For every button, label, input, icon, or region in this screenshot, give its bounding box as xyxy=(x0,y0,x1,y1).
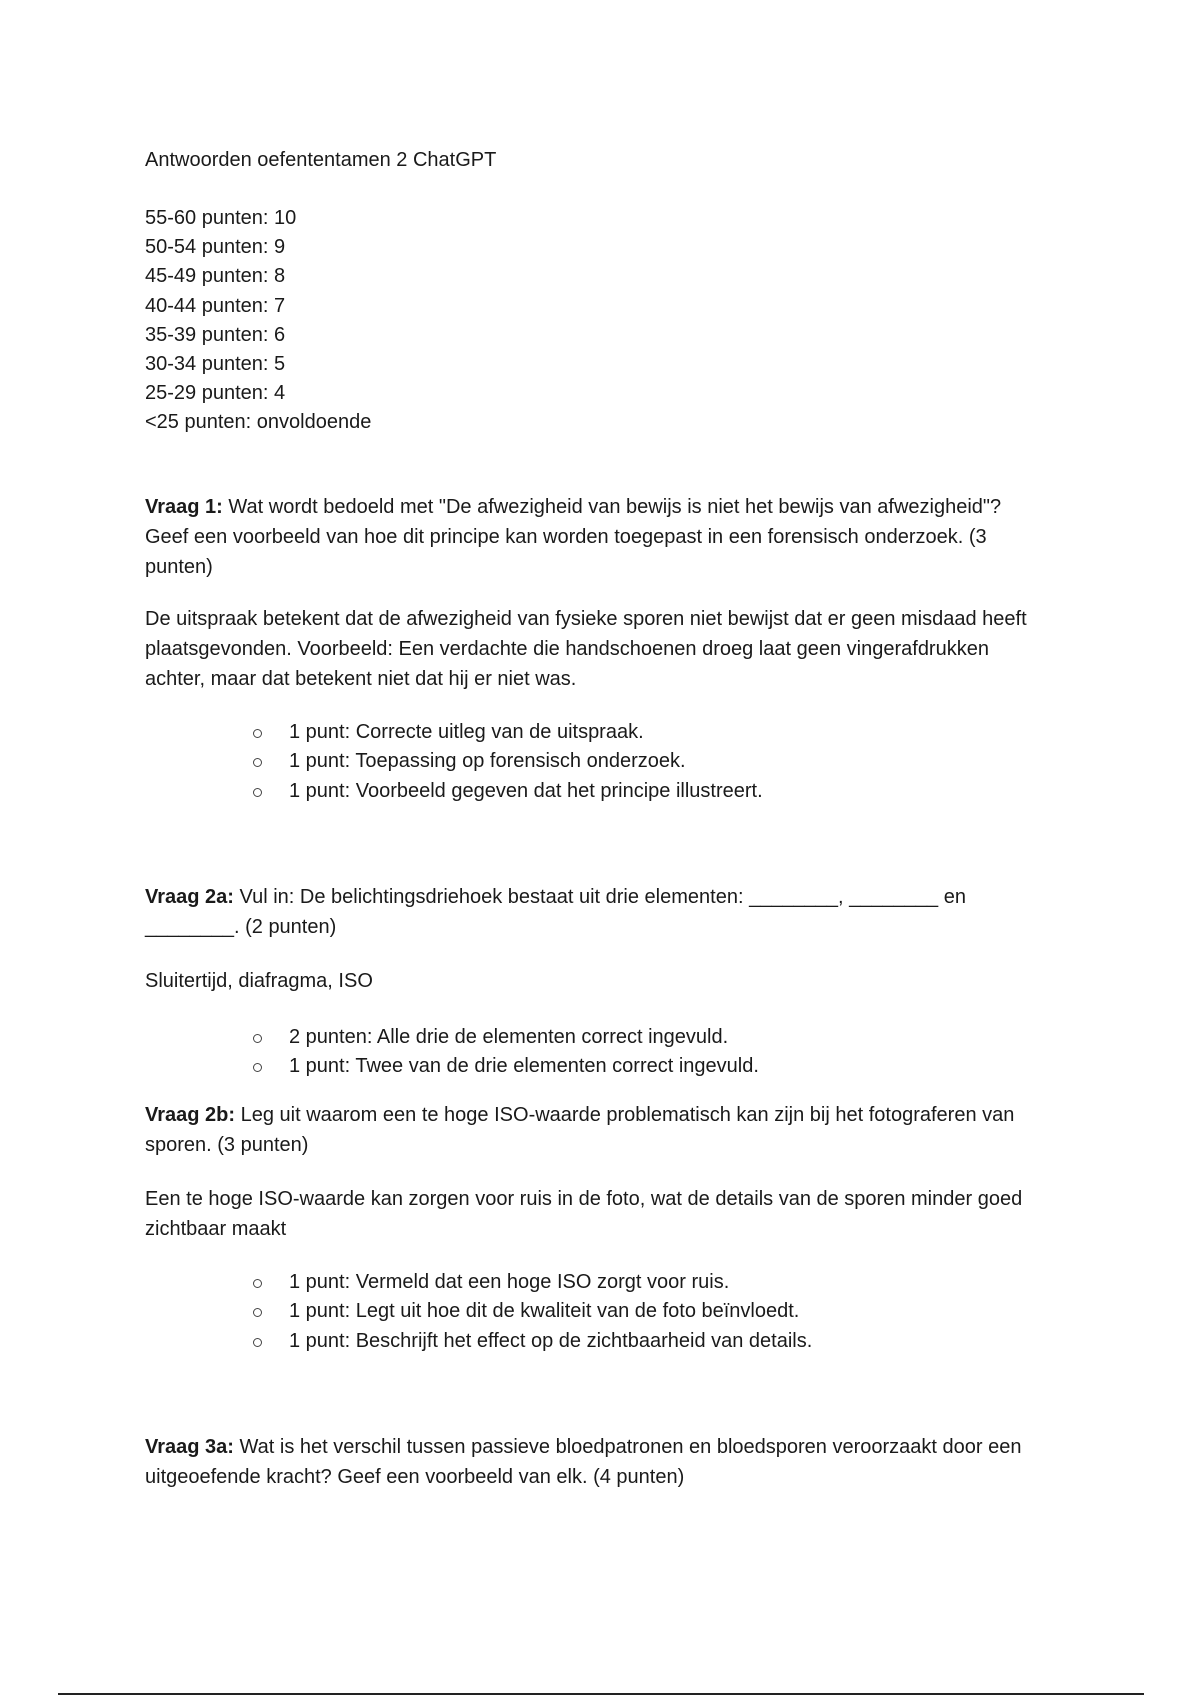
circle-bullet-icon xyxy=(253,1338,262,1347)
rubric-item: 1 punt: Beschrijft het effect op de zichtbaarheid van details. xyxy=(253,1327,812,1356)
question-label: Vraag 1: xyxy=(145,496,223,518)
circle-bullet-icon xyxy=(253,1063,262,1072)
question-2b xyxy=(145,1100,1045,1160)
grade-line: 50-54 punten: 9 xyxy=(145,236,286,259)
question-text: Wat wordt bedoeld met "De afwezigheid van bewijs is niet het bewijs van afwezigheid"? Geef een voorbeeld van hoe dit principe kan worden toegepast in een forensisch onderzoek. (3 punten) xyxy=(145,496,1002,578)
rubric-item: 1 punt: Correcte uitleg van de uitspraak. xyxy=(253,718,763,747)
answer-2a: Sluitertijd, diafragma, ISO xyxy=(145,970,373,992)
answer-2b: Een te hoge ISO-waarde kan zorgen voor ruis in de foto, wat de details van de sporen minder goed zichtbaar maakt xyxy=(145,1188,1023,1240)
rubric-item: 1 punt: Vermeld dat een hoge ISO zorgt voor ruis. xyxy=(253,1268,812,1297)
rubric-2b xyxy=(253,1268,812,1356)
rubric-item: 1 punt: Voorbeeld gegeven dat het principe illustreert. xyxy=(253,777,763,806)
grade-line: <25 punten: onvoldoende xyxy=(145,411,372,434)
circle-bullet-icon xyxy=(253,1034,262,1043)
question-label: Vraag 3a: xyxy=(145,1436,234,1458)
document-title: Antwoorden oefententamen 2 ChatGPT xyxy=(145,149,497,171)
circle-bullet-icon xyxy=(253,758,262,767)
circle-bullet-icon xyxy=(253,788,262,797)
question-text: Wat is het verschil tussen passieve bloedpatronen en bloedsporen veroorzaakt door een uitgeoefende kracht? Geef een voorbeeld van elk. (4 punten) xyxy=(145,1436,1022,1488)
grade-line: 30-34 punten: 5 xyxy=(145,353,286,376)
question-label: Vraag 2a: xyxy=(145,886,234,908)
question-1 xyxy=(145,492,1045,582)
page-bottom-divider xyxy=(58,1693,1144,1695)
question-label: Vraag 2b: xyxy=(145,1104,236,1126)
rubric-2a xyxy=(253,1023,759,1082)
rubric-item: 1 punt: Legt uit hoe dit de kwaliteit van de foto beïnvloedt. xyxy=(253,1297,812,1326)
rubric-1 xyxy=(253,718,763,806)
rubric-item: 1 punt: Twee van de drie elementen correct ingevuld. xyxy=(253,1052,759,1081)
rubric-item: 2 punten: Alle drie de elementen correct ingevuld. xyxy=(253,1023,759,1052)
circle-bullet-icon xyxy=(253,729,262,738)
question-text: Vul in: De belichtingsdriehoek bestaat uit drie elementen: ________, ________ en ________. (2 punten) xyxy=(145,886,966,938)
question-3a xyxy=(145,1432,1045,1492)
grade-line: 55-60 punten: 10 xyxy=(145,207,297,229)
question-text: Leg uit waarom een te hoge ISO-waarde problematisch kan zijn bij het fotograferen van sporen. (3 punten) xyxy=(145,1104,1015,1156)
circle-bullet-icon xyxy=(253,1308,262,1317)
answer-1: De uitspraak betekent dat de afwezigheid van fysieke sporen niet bewijst dat er geen misdaad heeft plaatsgevonden. Voorbeeld: Een verdachte die handschoenen droeg laat geen vingerafdrukken achter, maar dat betekent niet dat hij er niet was. xyxy=(145,608,1027,690)
circle-bullet-icon xyxy=(253,1279,262,1288)
grade-line: 40-44 punten: 7 xyxy=(145,294,286,317)
grade-line: 45-49 punten: 8 xyxy=(145,265,286,288)
grade-line: 25-29 punten: 4 xyxy=(145,382,286,405)
question-2a xyxy=(145,882,1045,942)
grade-line: 35-39 punten: 6 xyxy=(145,323,286,346)
rubric-item: 1 punt: Toepassing op forensisch onderzoek. xyxy=(253,747,763,776)
grading-scale xyxy=(145,204,371,438)
